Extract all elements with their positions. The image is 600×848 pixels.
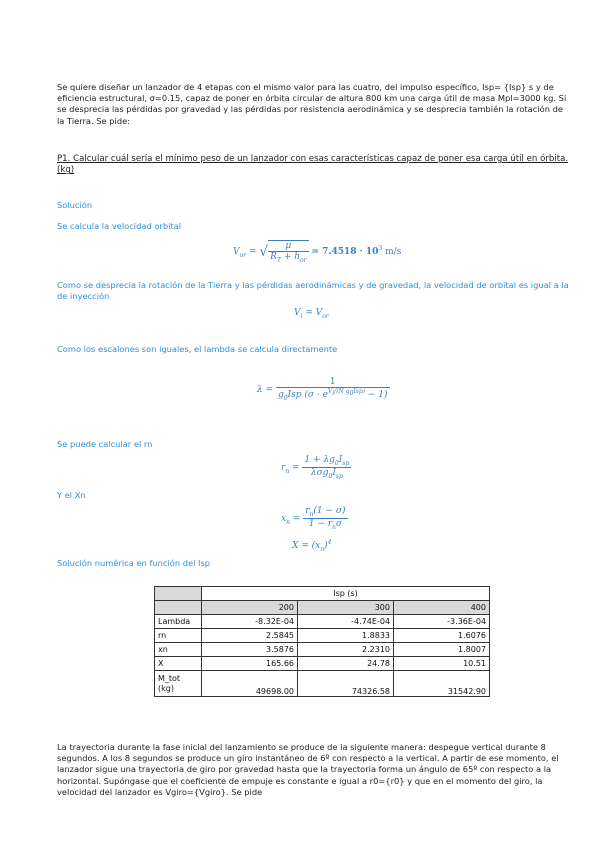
table-cell: -3.36E-04 (394, 615, 490, 629)
table-cell: 3.5876 (202, 643, 298, 657)
orbital-velocity-unit: m/s (385, 247, 402, 258)
step-lambda: Como los escalones son iguales, el lambda se calcula directamente (57, 344, 338, 354)
table-cell: 2.5845 (202, 629, 298, 643)
row-label: Lambda (155, 615, 202, 629)
equation-orbital-velocity: $V_{or}$ = √ $\frac{\mu}{R_T + h_{or}}$ = $7.4518 \cdot 10^3$ m/s (233, 241, 402, 264)
step-injection-velocity: Como se desprecia la rotación de la Tierra y las pérdidas aerodinámicas y de gravedad, la velocidad de orbital es igual a la de inyección (57, 280, 569, 302)
row-label: M_tot (kg) (155, 671, 202, 697)
table-cell: -8.32E-04 (202, 615, 298, 629)
table-corner-cell (155, 601, 202, 615)
table-cell: 165.66 (202, 657, 298, 671)
row-label: rn (155, 629, 202, 643)
orbital-velocity-exponent: 3 (378, 245, 383, 253)
column-header: 400 (394, 601, 490, 615)
equation-rn: $r_n$ = $\frac{1 + \lambda g_0I_{sp}}{\lambda\sigma g_0I_{sp}}$ (281, 455, 350, 480)
table-group-header: Isp (s) (202, 587, 490, 601)
table-corner-cell (155, 587, 202, 601)
row-label: xn (155, 643, 202, 657)
results-table (154, 586, 490, 697)
table-row (155, 615, 490, 629)
intro-paragraph: Se quiere diseñar un lanzador de 4 etapas con el mismo valor para las cuatro, del impulso específico, Isp= {Isp} s y de eficiencia estructural, σ=0.15, capaz de poner en órbita circular de altura 800 km una carga útil de masa Mpl=3000 kg. Si se desprecia las pérdidas por gravedad y las pérdidas por resistencia aerodinámica y se desprecia también la rotación de la Tierra. Se pide: (57, 82, 567, 126)
table-cell: 2.2310 (298, 643, 394, 657)
table-row (155, 643, 490, 657)
table-cell: 1.6076 (394, 629, 490, 643)
column-header: 300 (298, 601, 394, 615)
table-column-header-row (155, 601, 490, 615)
table-cell: 49698.00 (202, 671, 298, 697)
equation-injection-velocity: $V_i = V_{or}$ (294, 308, 329, 320)
table-row (155, 657, 490, 671)
table-row (155, 671, 490, 697)
question-p1: P1. Calcular cuál sería el mínimo peso de un lanzador con esas características capaz de poner esa carga útil en órbita. (kg) (57, 154, 569, 176)
table-cell: 1.8833 (298, 629, 394, 643)
step-rn: Se puede calcular el rn (57, 439, 153, 449)
table-row (155, 629, 490, 643)
equation-lambda: λ = $\frac{1}{g_0Isp (\sigma \cdot e^{V_i/(N g_0Isp)} - 1)}$ (257, 377, 388, 402)
table-group-header-row (155, 587, 490, 601)
orbital-velocity-result: = 7.4518 · 10 (311, 247, 379, 258)
step-numeric-solution: Solución numérica en función del Isp (57, 558, 211, 568)
step-orbital-velocity: Se calcula la velocidad orbital (57, 221, 182, 231)
table-cell: 74326.58 (298, 671, 394, 697)
table-cell: 1.8007 (394, 643, 490, 657)
table-cell: -4.74E-04 (298, 615, 394, 629)
equation-x-total: $X = (x_n)^4$ (292, 539, 332, 553)
row-label: X (155, 657, 202, 671)
solution-heading: Solución (57, 200, 93, 210)
table-cell: 24.78 (298, 657, 394, 671)
trajectory-paragraph: La trayectoria durante la fase inicial del lanzamiento se produce de la siguiente manera: despegue vertical durante 8 segundos. A los 8 segundos se produce un giro instantáneo de 6º con respecto a la vertical. A partir de ese momento, el lanzador sigue una trayectoria de giro por gravedad hasta que la trayectoria forma un ángulo de 65º con respecto a la horizontal. Supóngase que el coeficiente de empuje es constante e igual a r0={r0} y que en el momento del giro, la velocidad del lanzador es Vgiro={Vgiro}. Se pide (57, 742, 559, 797)
table-cell: 31542.90 (394, 671, 490, 697)
table-cell: 10.51 (394, 657, 490, 671)
step-xn: Y el Xn (57, 490, 86, 500)
column-header: 200 (202, 601, 298, 615)
equation-xn: $x_n$ = $\frac{r_n(1 - \sigma)}{1 - r_n\sigma}$ (281, 506, 346, 531)
